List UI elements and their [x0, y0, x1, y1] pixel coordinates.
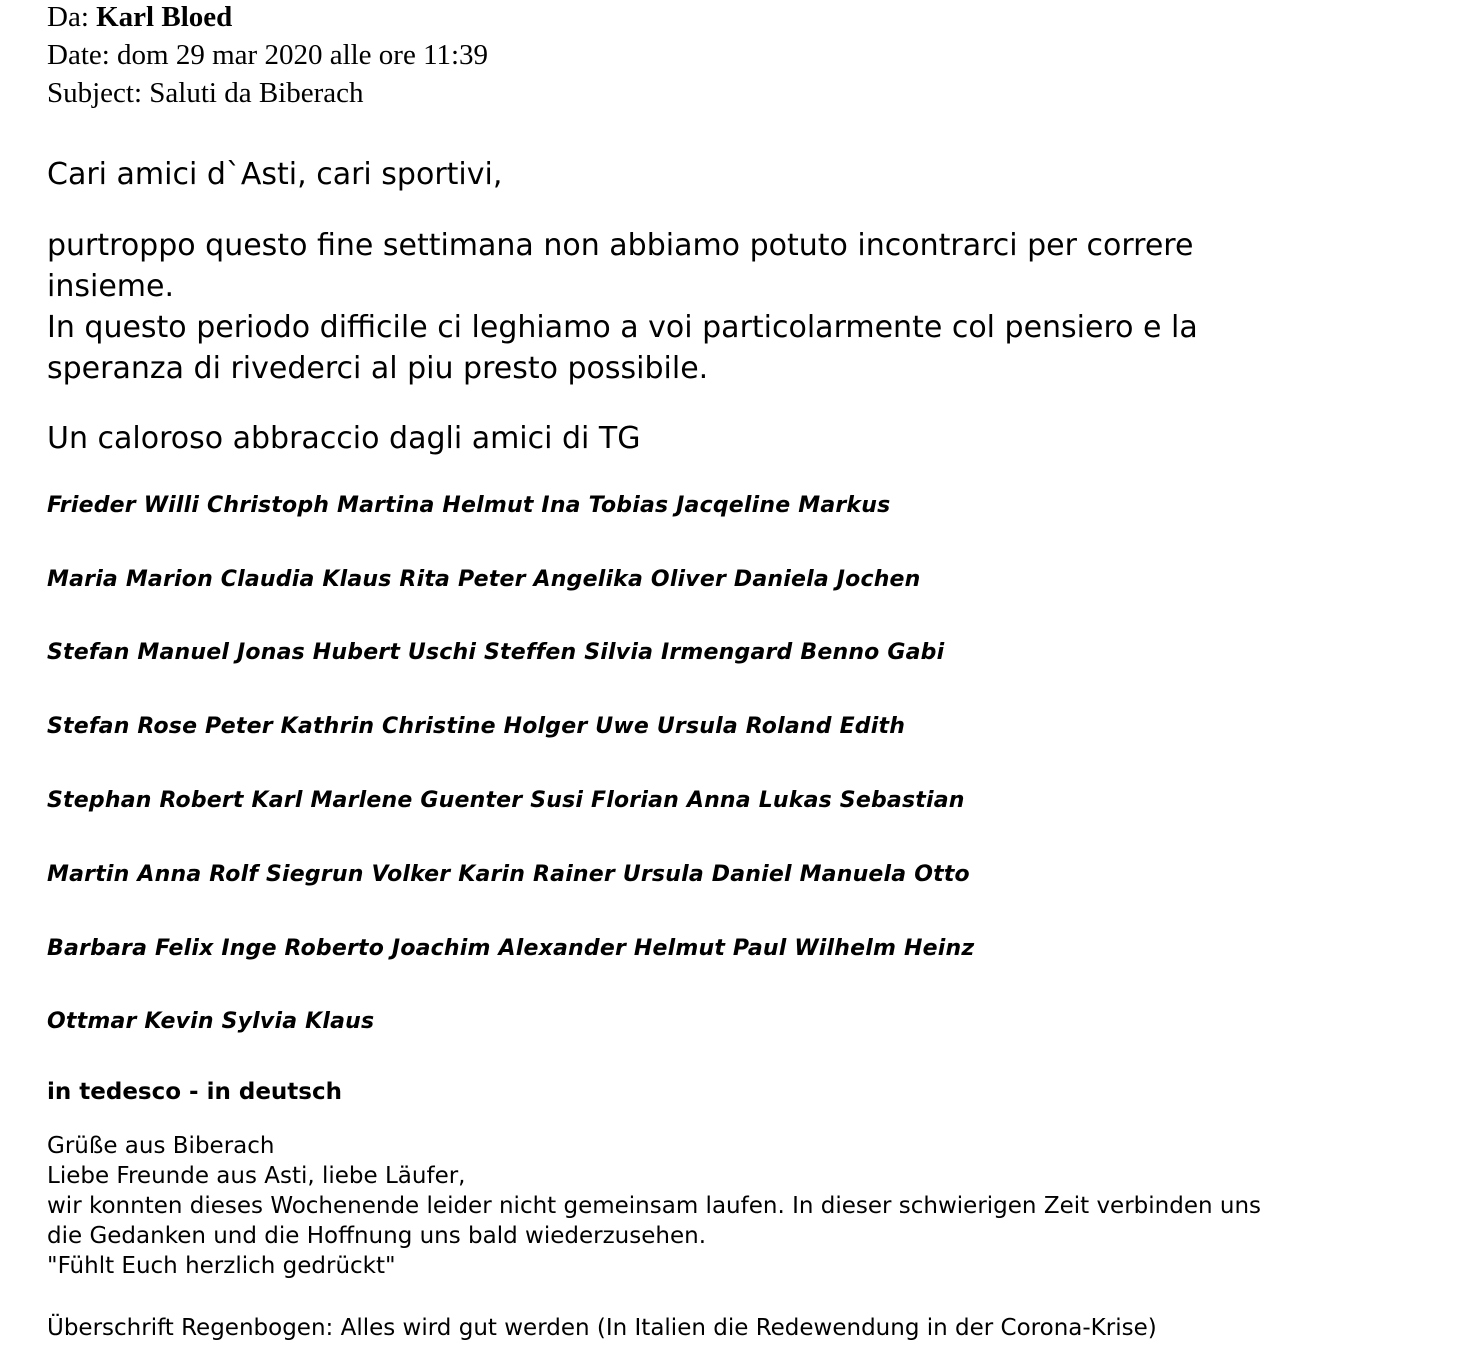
names-row: Stephan Robert Karl Marlene Guenter Susi Florian Anna Lukas Sebastian	[47, 788, 965, 813]
names-row: Maria Marion Claudia Klaus Rita Peter Angelika Oliver Daniela Jochen	[47, 567, 921, 592]
german-heading: in tedesco - in deutsch	[47, 1079, 343, 1105]
german-line: Überschrift Regenbogen: Alles wird gut werden (In Italien die Redewendung in der Corona-Krise)	[47, 1315, 1157, 1341]
from-name: Karl Bloed	[96, 1, 233, 33]
paragraph-line: In questo periodo difficile ci leghiamo a voi particolarmente col pensiero e la	[47, 310, 1198, 345]
date-line: Date: dom 29 mar 2020 alle ore 11:39	[47, 39, 489, 71]
names-row: Barbara Felix Inge Roberto Joachim Alexander Helmut Paul Wilhelm Heinz	[47, 936, 975, 961]
german-line: Liebe Freunde aus Asti, liebe Läufer,	[47, 1163, 466, 1189]
german-line: wir konnten dieses Wochenende leider nicht gemeinsam laufen. In dieser schwierigen Zeit verbinden uns	[47, 1193, 1262, 1219]
german-line: Grüße aus Biberach	[47, 1133, 275, 1159]
german-line: die Gedanken und die Hoffnung uns bald wiederzusehen.	[47, 1223, 707, 1249]
paragraph-line: purtroppo questo fine settimana non abbiamo potuto incontrarci per correre	[47, 228, 1194, 263]
names-row: Martin Anna Rolf Siegrun Volker Karin Rainer Ursula Daniel Manuela Otto	[47, 862, 970, 887]
subject-line: Subject: Saluti da Biberach	[47, 77, 364, 109]
names-row: Frieder Willi Christoph Martina Helmut Ina Tobias Jacqeline Markus	[47, 493, 891, 518]
names-row: Stefan Manuel Jonas Hubert Uschi Steffen Silvia Irmengard Benno Gabi	[47, 640, 945, 665]
german-line: "Fühlt Euch herzlich gedrückt"	[47, 1253, 396, 1279]
closing-line: Un caloroso abbraccio dagli amici di TG	[47, 421, 641, 456]
names-row: Stefan Rose Peter Kathrin Christine Holger Uwe Ursula Roland Edith	[47, 714, 906, 739]
from-line	[47, 0, 232, 34]
greeting: Cari amici d`Asti, cari sportivi,	[47, 157, 503, 192]
paragraph-line: insieme.	[47, 269, 174, 304]
from-label: Da:	[47, 1, 89, 33]
names-row: Ottmar Kevin Sylvia Klaus	[47, 1009, 375, 1034]
paragraph-line: speranza di rivederci al piu presto possibile.	[47, 351, 709, 386]
